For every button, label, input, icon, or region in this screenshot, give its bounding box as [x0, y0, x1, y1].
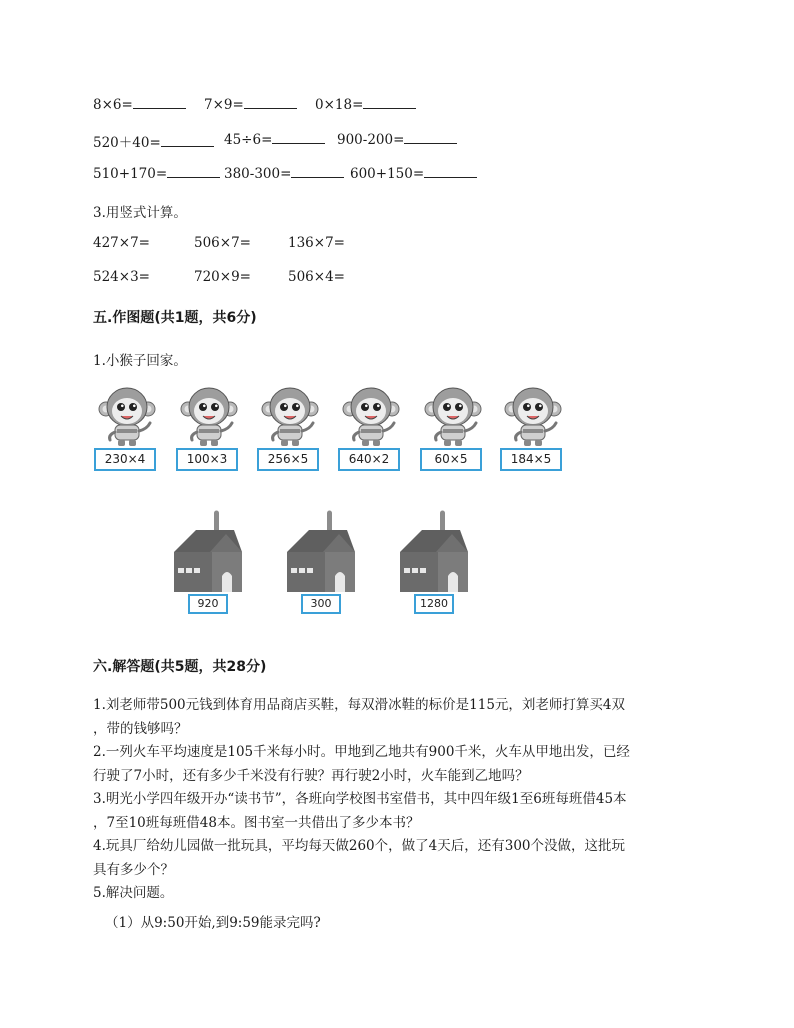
problem-line: 3.明光小学四年级开办“读书节”，各班向学校图书室借书，其中四年级1至6班每班借45本: [93, 791, 627, 807]
monkey-expression-label[interactable]: 100×3: [176, 448, 238, 471]
calc-item: 380-300=: [224, 166, 292, 182]
answer-blank[interactable]: [404, 131, 457, 144]
problem-line: 具有多少个？: [93, 861, 174, 878]
monkey-figure: [338, 385, 404, 470]
problem-line: 2.一列火车平均速度是105千米每小时。甲地到乙地共有900千米，火车从甲地出发，已经: [93, 744, 630, 760]
monkey-icon: [180, 385, 238, 449]
monkey-figure: [176, 385, 242, 470]
monkey-expression-label[interactable]: 230×4: [94, 448, 156, 471]
problem-line: 行驶了7小时，还有多少千米没有行驶？再行驶2小时，火车能到乙地吗？: [93, 767, 529, 784]
sub-question-1: （1）从9:50开始,到9:59能录完吗?: [105, 915, 321, 931]
vertical-item: 524×3=: [93, 269, 150, 285]
monkey-figure: [94, 385, 160, 470]
monkey-expression-label[interactable]: 256×5: [257, 448, 319, 471]
vertical-item: 506×4=: [288, 269, 345, 285]
monkey-icon: [424, 385, 482, 449]
answer-blank[interactable]: [244, 96, 297, 109]
house-figure: [285, 510, 357, 612]
answer-blank[interactable]: [161, 134, 214, 147]
calc-item: 600+150=: [350, 166, 425, 182]
house-icon: [172, 510, 244, 592]
monkey-expression-label[interactable]: 640×2: [338, 448, 400, 471]
vertical-calc-title: 3.用竖式计算。: [93, 205, 187, 221]
calc-item: 0×18=: [315, 97, 364, 113]
calc-item: 520＋40=: [93, 135, 161, 151]
problem-line: ，7至10班每班借48本。图书室一共借出了多少本书？: [93, 814, 420, 831]
problem-line: 5.解决问题。: [93, 885, 174, 901]
monkey-icon: [261, 385, 319, 449]
answer-blank[interactable]: [272, 131, 325, 144]
vertical-item: 136×7=: [288, 235, 345, 251]
monkey-figure: [420, 385, 486, 470]
monkey-icon: [342, 385, 400, 449]
problem-line: 4.玩具厂给幼儿园做一批玩具，平均每天做260个，做了4天后，还有300个没做，这批玩: [93, 838, 626, 854]
question-monkey-home: 1.小猴子回家。: [93, 353, 187, 369]
house-icon: [398, 510, 470, 592]
word-problems: [93, 694, 703, 906]
calc-item: 510+170=: [93, 166, 168, 182]
problem-line: ，带的钱够吗？: [93, 720, 188, 737]
house-number-label[interactable]: 1280: [414, 594, 454, 614]
problem-line: 1.刘老师带500元钱到体育用品商店买鞋，每双滑冰鞋的标价是115元，刘老师打算买4双: [93, 697, 626, 713]
calc-item: 900-200=: [337, 132, 405, 148]
monkey-icon: [504, 385, 562, 449]
monkey-expression-label[interactable]: 184×5: [500, 448, 562, 471]
calc-item: 8×6=: [93, 97, 133, 113]
house-number-label[interactable]: 300: [301, 594, 341, 614]
answer-blank[interactable]: [133, 96, 186, 109]
calc-item: 7×9=: [204, 97, 244, 113]
vertical-item: 506×7=: [194, 235, 251, 251]
section-heading-5: 五.作图题(共1题，共6分): [93, 310, 257, 326]
house-number-label[interactable]: 920: [188, 594, 228, 614]
monkey-icon: [98, 385, 156, 449]
house-figure: [398, 510, 470, 612]
calc-item: 45÷6=: [224, 132, 273, 148]
house-figure: [172, 510, 244, 612]
monkey-figure: [500, 385, 566, 470]
vertical-item: 427×7=: [93, 235, 150, 251]
house-icon: [285, 510, 357, 592]
monkey-expression-label[interactable]: 60×5: [420, 448, 482, 471]
monkey-figure: [257, 385, 323, 470]
answer-blank[interactable]: [363, 96, 416, 109]
answer-blank[interactable]: [167, 165, 220, 178]
vertical-item: 720×9=: [194, 269, 251, 285]
answer-blank[interactable]: [291, 165, 344, 178]
answer-blank[interactable]: [424, 165, 477, 178]
section-heading-6: 六.解答题(共5题，共28分): [93, 659, 267, 675]
